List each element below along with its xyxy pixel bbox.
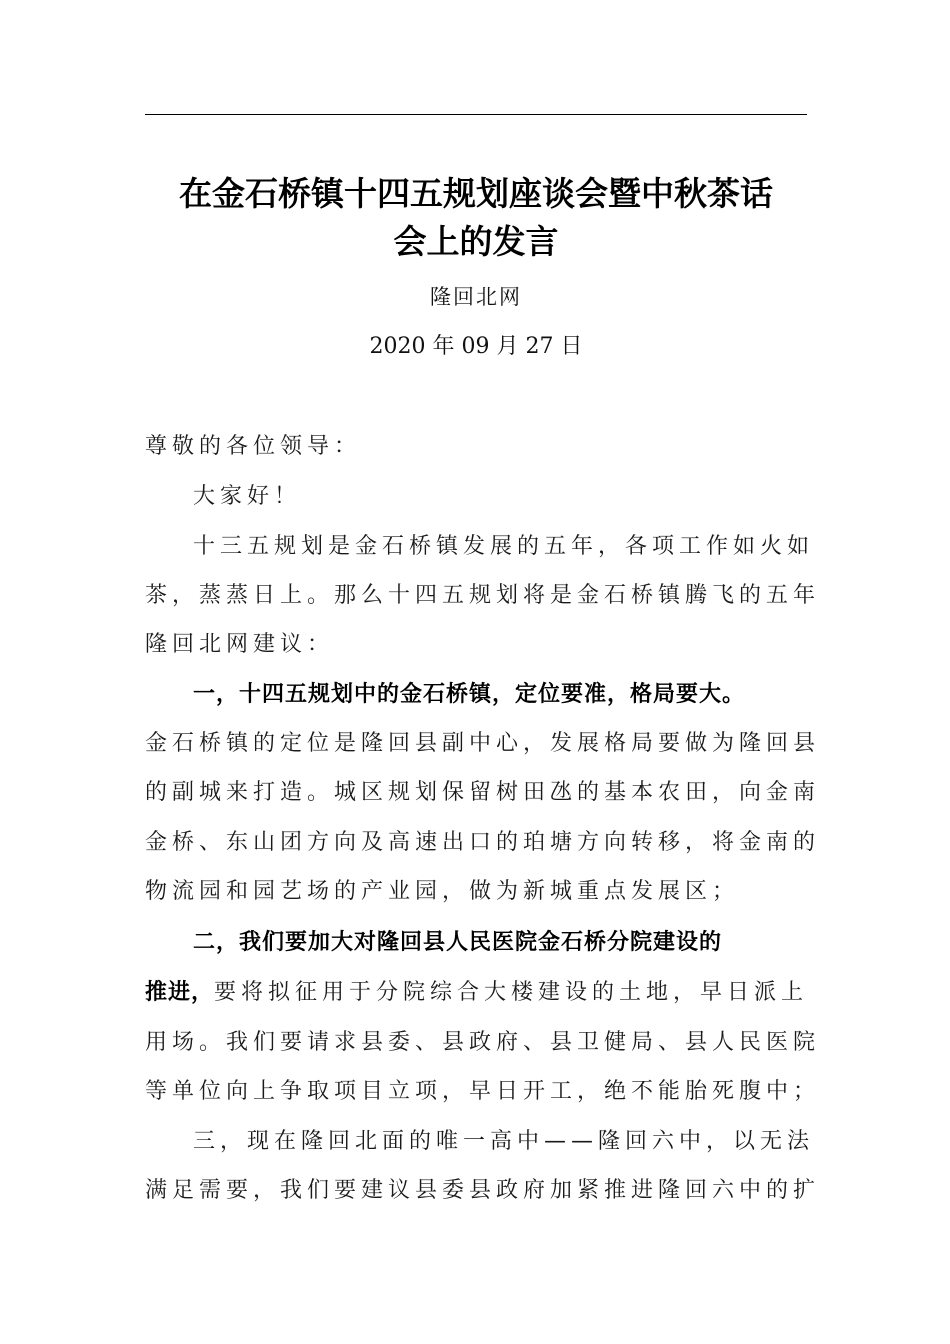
- point-3-line-1: 三，现在隆回北面的唯一高中——隆回六中，以无法: [193, 1129, 815, 1154]
- point-3-line-2: 满足需要，我们要建议县委县政府加紧推进隆回六中的扩: [145, 1178, 821, 1203]
- paragraph-1-line-2: 茶，蒸蒸日上。那么十四五规划将是金石桥镇腾飞的五年: [145, 583, 821, 608]
- source-name: 隆回北网: [430, 285, 522, 309]
- point-2-heading: 二，我们要加大对隆回县人民医院金石桥分院建设的: [193, 930, 723, 955]
- point-1-line-3: 金桥、东山团方向及高速出口的珀塘方向转移，将金南的: [145, 830, 821, 855]
- greeting: 大家好！: [193, 484, 302, 509]
- salutation: 尊敬的各位领导：: [145, 434, 362, 459]
- point-1-heading: 一，十四五规划中的金石桥镇，定位要准，格局要大。: [193, 682, 746, 707]
- point-1-line-4: 物流园和园艺场的产业园，做为新城重点发展区；: [145, 879, 740, 904]
- paragraph-1-line-3: 隆回北网建议：: [145, 632, 335, 657]
- point-2-line-1: [145, 968, 808, 1017]
- point-1-line-1: 金石桥镇的定位是隆回县副中心，发展格局要做为隆回县: [145, 731, 821, 756]
- point-2-line-2: 用场。我们要请求县委、县政府、县卫健局、县人民医院: [145, 1030, 821, 1055]
- point-1-line-2: 的副城来打造。城区规划保留树田氹的基本农田，向金南: [145, 780, 821, 805]
- title-line-2: 会上的发言: [393, 222, 559, 261]
- point-2-line-3: 等单位向上争取项目立项，早日开工，绝不能胎死腹中；: [145, 1079, 821, 1104]
- paragraph-1-line-1: 十三五规划是金石桥镇发展的五年，各项工作如火如: [193, 534, 815, 559]
- point-2-heading-end: 推进，: [145, 980, 215, 1005]
- publish-date: 2020 年 09 月 27 日: [369, 334, 583, 359]
- page-title: [145, 170, 807, 266]
- top-rule: [145, 114, 807, 115]
- point-2-line-1-text: 要将拟征用于分院综合大楼建设的土地，早日派上: [214, 980, 809, 1005]
- title-line-1: 在金石桥镇十四五规划座谈会暨中秋茶话: [179, 174, 773, 213]
